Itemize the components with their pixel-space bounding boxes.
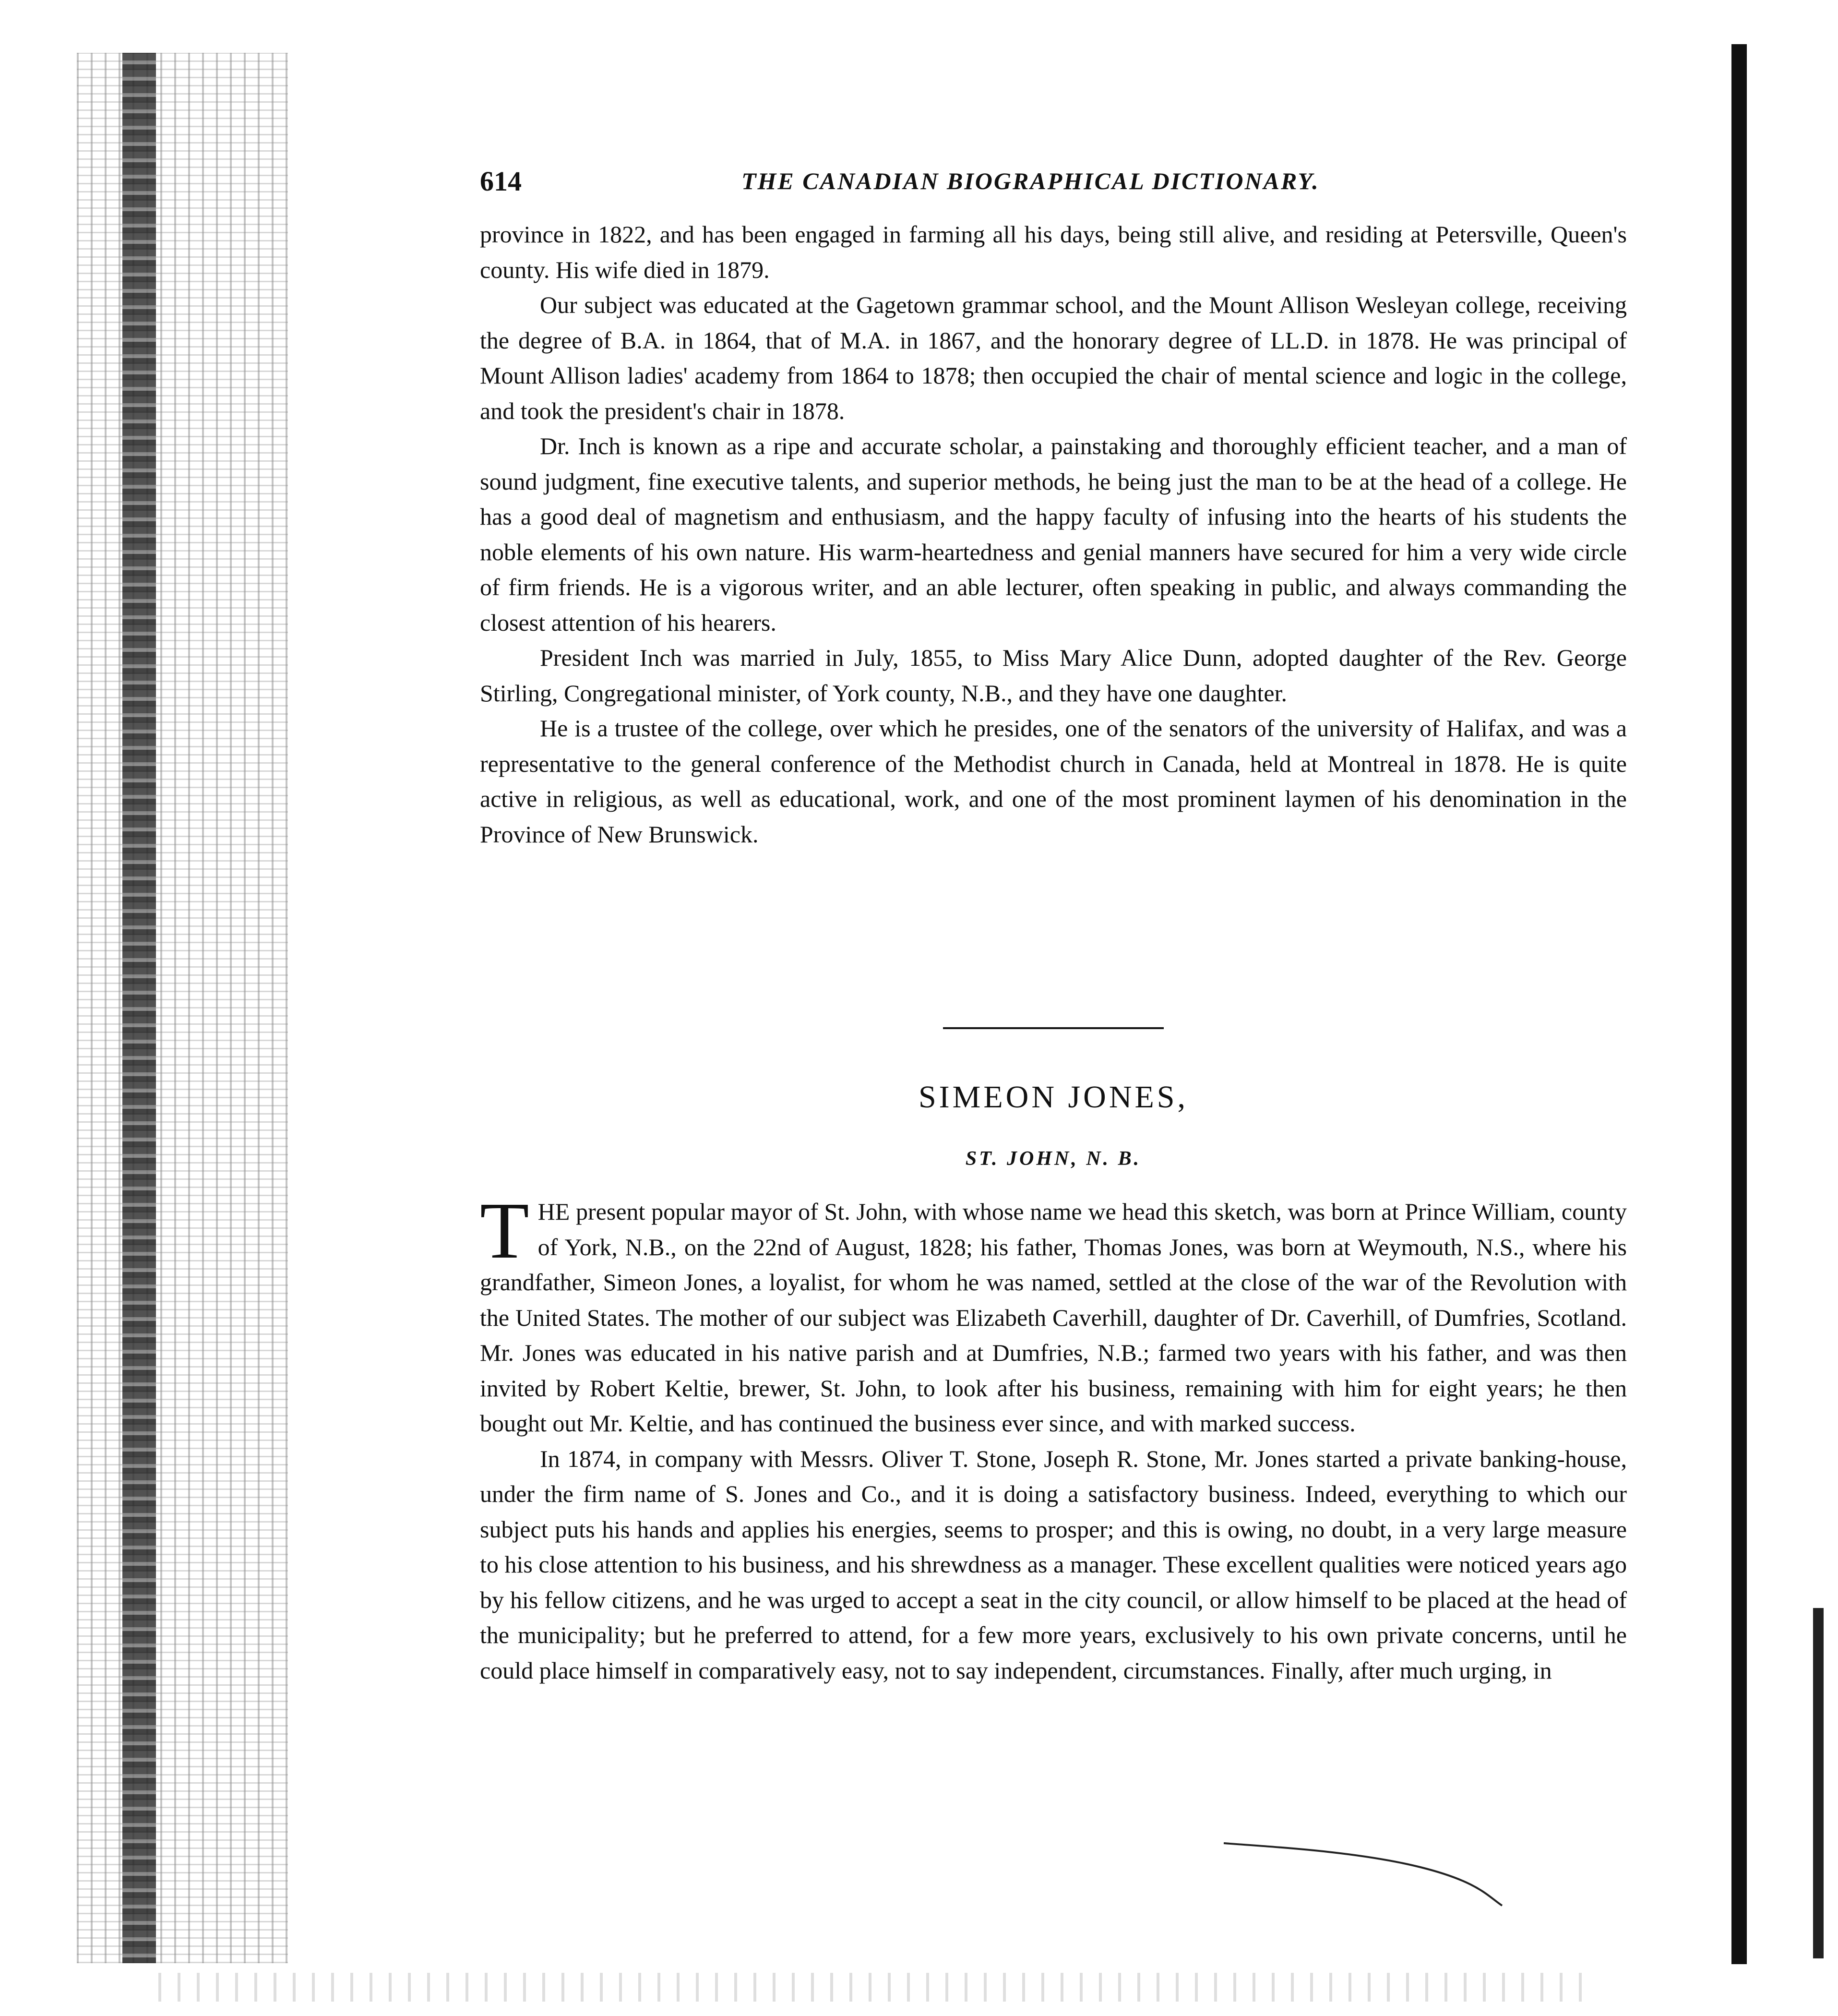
previous-entry-text (480, 217, 1627, 852)
paragraph-body: HE present popular mayor of St. John, with whose name we head this sketch, was born at Prince William, county of York, N.B., on the 22nd of August, 1828; his father, Thomas Jones, was born at Weymouth, N.S., where his grandfather, Simeon Jones, a loyalist, for whom he was named, settled at the close of the war of the Revolution with the United States. The mother of our subject was Elizabeth Caverhill, daughter of Dr. Caverhill, of Dumfries, Scotland. Mr. Jones was educated in his native parish and at Dumfries, N.B.; farmed two years with his father, and was then invited by Robert Keltie, brewer, St. John, to look after his business, remaining with him for eight years; he then bought out Mr. Keltie, and has continued the business ever since, and with marked success. (480, 1198, 1627, 1437)
paragraph: In 1874, in company with Messrs. Oliver T. Stone, Joseph R. Stone, Mr. Jones started a private banking-house, under the firm name of S. Jones and Co., and it is doing a satisfactory business. Indeed, everything to which our subject puts his hands and applies his energies, seems to prosper; and this is owing, no doubt, in a very large measure to his close attention to his business, and his shrewdness as a manager. These excellent qualities were noticed years ago by his fellow citizens, and he was urged to accept a seat in the city council, or allow himself to be placed at the head of the municipality; but he preferred to attend, for a few more years, exclusively to his own private concerns, until he could place himself in comparatively easy, not to say independent, circumstances. Finally, after much urging, in (480, 1445, 1627, 1684)
pen-stroke-mark (1219, 1834, 1507, 1910)
entry-text (480, 1186, 1627, 1688)
entry-heading: SIMEON JONES, (918, 1080, 1189, 1115)
scan-right-edge-lower (1813, 1608, 1824, 1958)
page-number: 614 (480, 166, 522, 197)
paragraph (480, 1186, 1627, 1441)
scan-edge-noise (77, 53, 288, 1963)
page-header (480, 165, 1641, 204)
paragraph: Dr. Inch is known as a ripe and accurate scholar, a painstaking and thoroughly efficient teacher, and a man of sound judgment, fine executive talents, and superior methods, he being just the man to be at the head of a college. He has a good deal of magnetism and enthusiasm, and the happy faculty of infusing into the hearts of his students the noble elements of his own nature. His warm-heartedness and genial manners have secured for him a very wide circle of firm friends. He is a vigorous writer, and an able lecturer, often speaking in public, and always commanding the closest attention of his hearers. (480, 432, 1627, 636)
scan-binding-shadow (122, 53, 156, 1963)
entry-location: ST. JOHN, N. B. (965, 1148, 1142, 1170)
paragraph: Our subject was educated at the Gagetown grammar school, and the Mount Allison Wesleyan college, receiving the degree of B.A. in 1864, that of M.A. in 1867, and the honorary degree of LL.D. in 1878. He was principal of Mount Allison ladies' academy from 1864 to 1878; then occupied the chair of mental science and logic in the college, and took the president's chair in 1878. (480, 291, 1627, 424)
section-divider (943, 1027, 1164, 1029)
scan-bottom-noise (158, 1973, 1598, 2002)
running-title: THE CANADIAN BIOGRAPHICAL DICTIONARY. (741, 168, 1320, 194)
paragraph: He is a trustee of the college, over which he presides, one of the senators of the university of Halifax, and was a representative to the general conference of the Methodist church in Canada, held at Montreal in 1878. He is quite active in religious, as well as educational, work, and one of the most prominent laymen of his denomination in the Province of New Brunswick. (480, 715, 1627, 848)
paragraph: province in 1822, and has been engaged in farming all his days, being still alive, and residing at Petersville, Queen's county. His wife died in 1879. (480, 221, 1627, 283)
scan-right-edge (1731, 44, 1747, 1964)
paragraph: President Inch was married in July, 1855, to Miss Mary Alice Dunn, adopted daughter of the Rev. George Stirling, Congregational minister, of York county, N.B., and they have one daughter. (480, 644, 1627, 707)
drop-cap: T (480, 1186, 529, 1275)
